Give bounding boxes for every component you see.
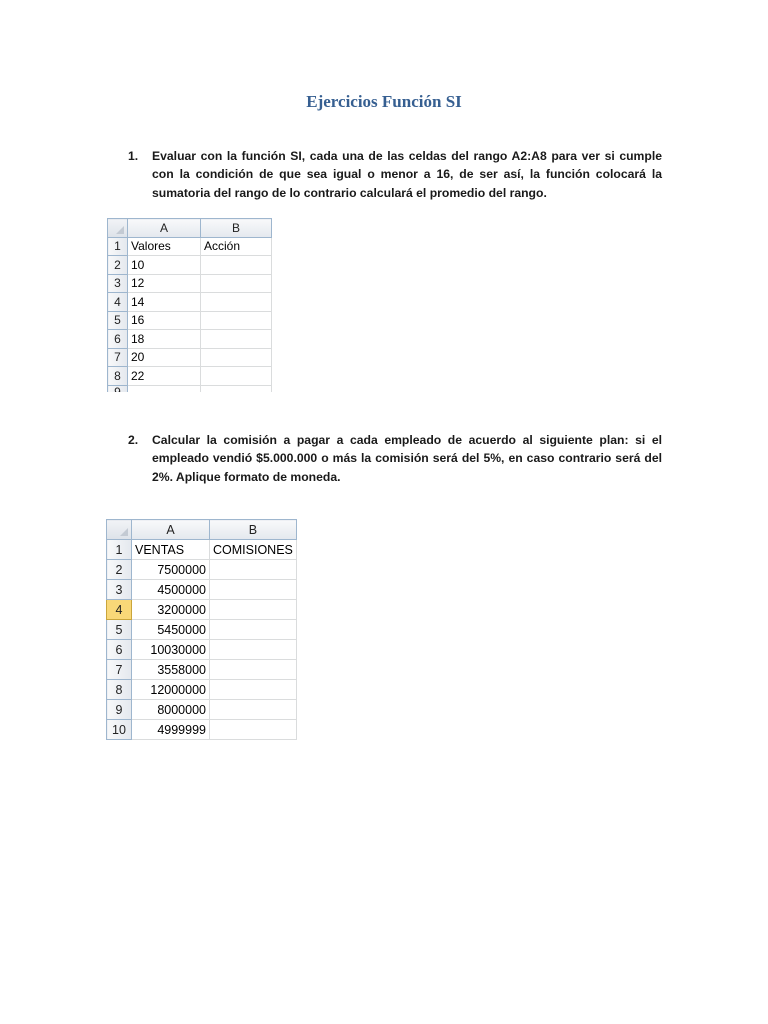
cell-a[interactable]: 4500000 (132, 580, 210, 600)
cell-a[interactable]: 20 (128, 348, 201, 367)
column-header-row (108, 219, 272, 238)
spreadsheet-1 (107, 218, 272, 398)
row-header[interactable]: 5 (108, 311, 128, 330)
cell-b[interactable] (201, 256, 272, 275)
row-header[interactable]: 8 (107, 680, 132, 700)
row-header[interactable]: 3 (108, 274, 128, 293)
cell-b[interactable]: COMISIONES (210, 540, 297, 560)
table-row (108, 274, 272, 293)
row-header[interactable]: 9 (107, 700, 132, 720)
table-row (107, 700, 297, 720)
table-row (108, 237, 272, 256)
cell-b[interactable] (201, 330, 272, 349)
page-title: Ejercicios Función SI (306, 92, 462, 111)
cell-a[interactable]: 10 (128, 256, 201, 275)
cell-b[interactable] (210, 640, 297, 660)
table-row (107, 640, 297, 660)
row-header[interactable]: 7 (107, 660, 132, 680)
row-header[interactable]: 6 (108, 330, 128, 349)
cell-a[interactable]: 8000000 (132, 700, 210, 720)
cell-b[interactable] (210, 680, 297, 700)
cell-b[interactable] (201, 367, 272, 386)
table-row (107, 580, 297, 600)
cell-b[interactable] (210, 660, 297, 680)
spreadsheet-1-crop-edge (105, 392, 273, 400)
cell-a[interactable]: 3200000 (132, 600, 210, 620)
cell-b[interactable] (201, 274, 272, 293)
exercise-2-text: Calcular la comisión a pagar a cada empleado de acuerdo al siguiente plan: si el empleado vendió $5.000.000 o más la comisión será del 5%, en caso contrario será del 2%. Aplique formato de moneda. (152, 433, 662, 484)
cell-b[interactable] (210, 700, 297, 720)
table-row (107, 560, 297, 580)
column-header-a[interactable]: A (128, 219, 201, 238)
table-row (108, 293, 272, 312)
column-header-a[interactable]: A (132, 520, 210, 540)
cell-b[interactable] (210, 720, 297, 740)
cell-b[interactable] (210, 580, 297, 600)
exercise-2-number: 2. (128, 433, 139, 447)
table-row (108, 330, 272, 349)
table-row (108, 367, 272, 386)
exercise-1-number: 1. (128, 149, 139, 163)
table-row (108, 348, 272, 367)
cell-a[interactable]: 22 (128, 367, 201, 386)
table-row (107, 540, 297, 560)
row-header[interactable]: 6 (107, 640, 132, 660)
cell-b[interactable] (210, 560, 297, 580)
table-row (107, 620, 297, 640)
cell-a[interactable]: 4999999 (132, 720, 210, 740)
cell-a[interactable]: 14 (128, 293, 201, 312)
row-header[interactable]: 3 (107, 580, 132, 600)
row-header[interactable]: 1 (107, 540, 132, 560)
select-all-corner[interactable] (107, 520, 132, 540)
cell-b[interactable] (210, 620, 297, 640)
cell-b[interactable] (201, 348, 272, 367)
row-header[interactable]: 4 (107, 600, 132, 620)
column-header-row (107, 520, 297, 540)
cell-a[interactable]: VENTAS (132, 540, 210, 560)
row-header[interactable]: 2 (108, 256, 128, 275)
exercise-1-text: Evaluar con la función SI, cada una de las celdas del rango A2:A8 para ver si cumple con la condición de que sea igual o menor a 16, de ser así, la función colocará la sumatoria del rango de lo contrario calculará el promedio del rango. (152, 149, 662, 200)
cell-b[interactable] (201, 311, 272, 330)
cell-b[interactable] (201, 293, 272, 312)
cell-a[interactable]: 12 (128, 274, 201, 293)
cell-a[interactable]: 3558000 (132, 660, 210, 680)
row-header[interactable]: 8 (108, 367, 128, 386)
column-header-b[interactable]: B (210, 520, 297, 540)
row-header[interactable]: 10 (107, 720, 132, 740)
row-header[interactable]: 7 (108, 348, 128, 367)
table-row (107, 680, 297, 700)
table-row (108, 311, 272, 330)
spreadsheet-2 (106, 519, 297, 740)
table-row (107, 600, 297, 620)
column-header-b[interactable]: B (201, 219, 272, 238)
cell-a[interactable]: 16 (128, 311, 201, 330)
select-all-corner[interactable] (108, 219, 128, 238)
cell-a[interactable]: 5450000 (132, 620, 210, 640)
row-header[interactable]: 4 (108, 293, 128, 312)
table-row (108, 256, 272, 275)
row-header[interactable]: 5 (107, 620, 132, 640)
row-header[interactable]: 1 (108, 237, 128, 256)
cell-a[interactable]: Valores (128, 237, 201, 256)
table-row (107, 720, 297, 740)
cell-a[interactable]: 12000000 (132, 680, 210, 700)
row-header[interactable]: 2 (107, 560, 132, 580)
cell-b[interactable] (210, 600, 297, 620)
cell-a[interactable]: 7500000 (132, 560, 210, 580)
cell-a[interactable]: 10030000 (132, 640, 210, 660)
cell-b[interactable]: Acción (201, 237, 272, 256)
cell-a[interactable]: 18 (128, 330, 201, 349)
table-row (107, 660, 297, 680)
